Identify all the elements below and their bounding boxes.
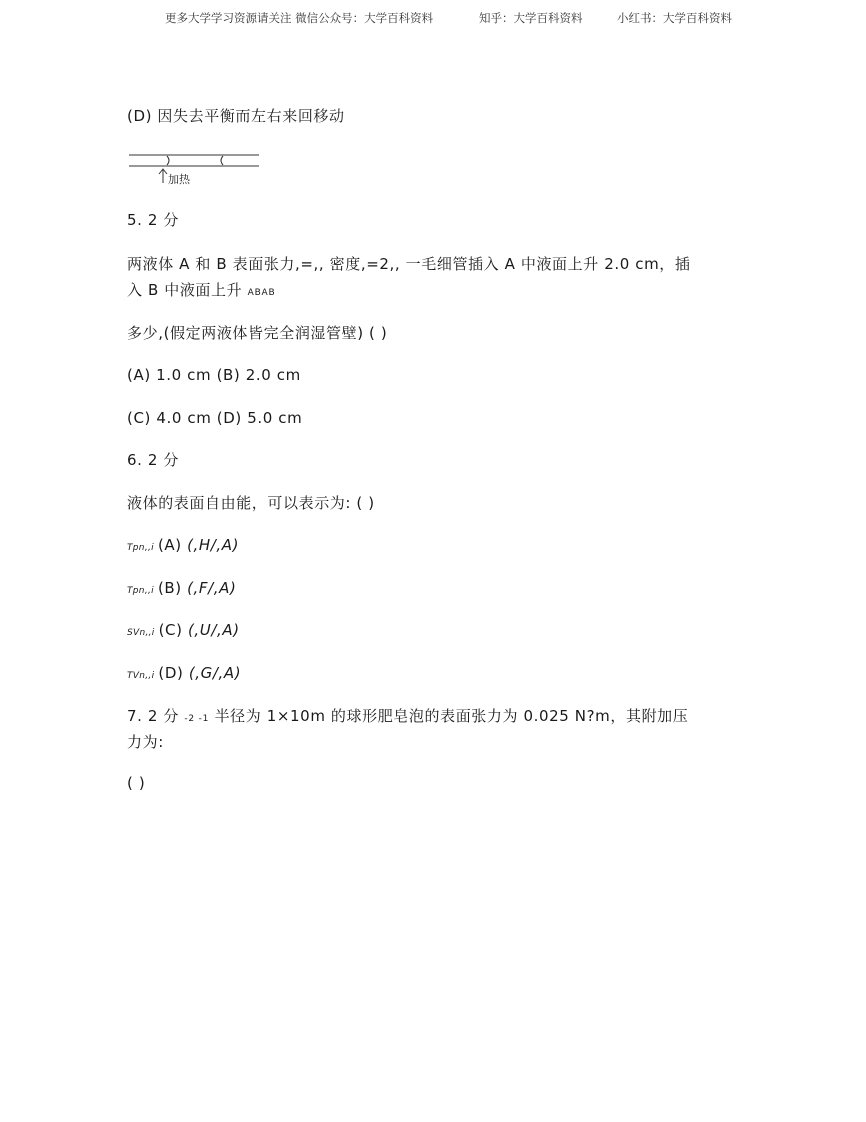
q6-a-subscript: Tpn,,i — [127, 543, 154, 553]
q7-body-line1: 半径为 1×10m 的球形肥皂泡的表面张力为 0.025 N?m，其附加压 — [214, 707, 689, 725]
q7-exponents: -2 -1 — [184, 714, 210, 724]
capillary-figure — [127, 150, 267, 190]
q6-option-d — [127, 663, 241, 686]
q6-d-expression: (,G/,A) — [188, 664, 242, 682]
q5-body-line2 — [127, 280, 275, 303]
q5-options-cd: (C) 4.0 cm (D) 5.0 cm — [127, 409, 303, 427]
q5-body-line3: 多少,(假定两液体皆完全润湿管壁) ( ) — [127, 324, 388, 342]
header-zhihu: 知乎：大学百科资料 — [479, 11, 583, 25]
q6-option-c — [127, 620, 240, 643]
q6-b-expression: (,F/,A) — [187, 579, 237, 597]
figure-label-heating: 加热 — [168, 173, 190, 186]
q6-c-expression: (,U/,A) — [187, 621, 240, 639]
q5-options-ab: (A) 1.0 cm (B) 2.0 cm — [127, 366, 301, 384]
q6-heading: 6. 2 分 — [127, 451, 179, 469]
header-promo: 更多大学学习资源请关注 微信公众号：大学百科资料 — [165, 11, 434, 25]
q6-a-expression: (,H/,A) — [187, 536, 240, 554]
q7-answer-blank: ( ) — [127, 774, 146, 792]
q7-heading: 7. 2 分 — [127, 707, 179, 725]
q6-a-label: (A) — [157, 536, 182, 554]
q6-option-a — [127, 535, 239, 558]
q7-line1 — [127, 706, 688, 729]
q5-body-line1: 两液体 A 和 B 表面张力,=,, 密度,=2,, 一毛细管插入 A 中液面上升 2.0 cm，插 — [127, 255, 691, 273]
q6-option-b — [127, 578, 237, 601]
q6-body: 液体的表面自由能，可以表示为: ( ) — [127, 494, 375, 512]
q6-c-subscript: SVn,,i — [127, 628, 155, 638]
q6-b-subscript: Tpn,,i — [127, 586, 154, 596]
q6-d-subscript: TVn,,i — [127, 671, 155, 681]
q6-c-label: (C) — [158, 621, 183, 639]
header-xiaohongshu: 小红书：大学百科资料 — [617, 11, 732, 25]
q5-subscripts: ABAB — [247, 288, 276, 298]
q7-body-line2: 力为: — [127, 733, 164, 751]
option-d-text: (D) 因失去平衡而左右来回移动 — [127, 107, 345, 125]
q6-b-label: (B) — [157, 579, 182, 597]
q5-heading: 5. 2 分 — [127, 211, 179, 229]
page-header — [0, 10, 866, 30]
q5-body-line2-text: 入 B 中液面上升 — [127, 281, 243, 299]
q6-d-label: (D) — [158, 664, 184, 682]
